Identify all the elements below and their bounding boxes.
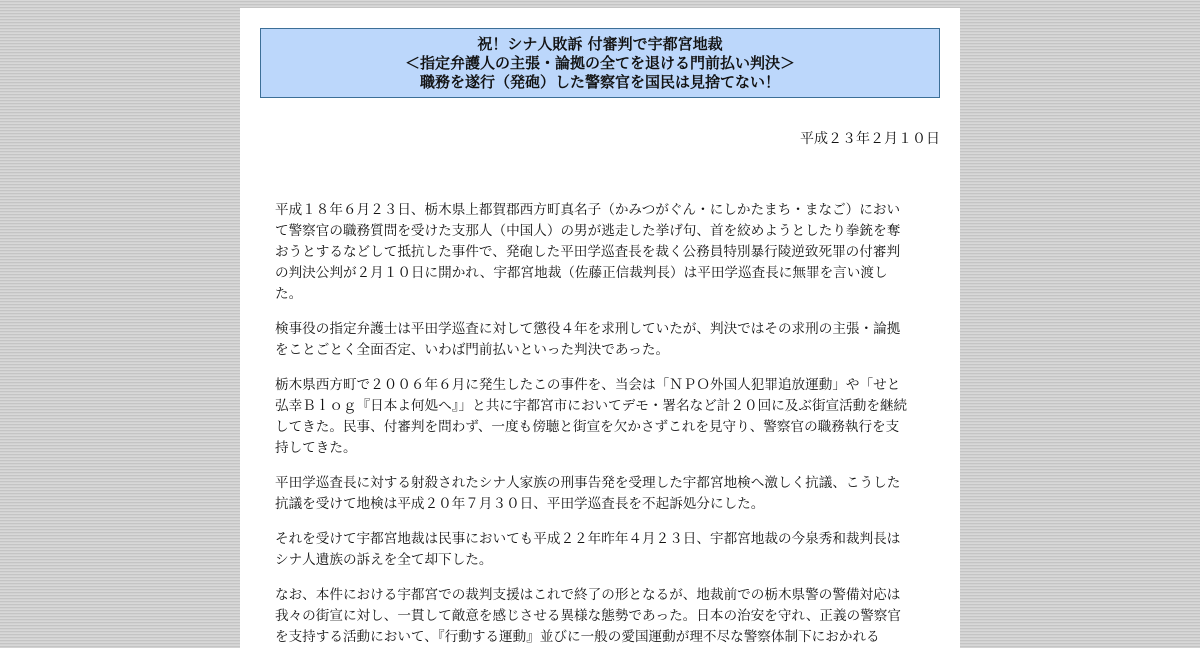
paragraph-line: シナ人遺族の訴えを全て却下した。 bbox=[275, 552, 493, 568]
paragraph-line: おうとするなどして抵抗した事件で、発砲した平田学巡査長を裁く公務員特別暴行陵逆致死罪の付審判 bbox=[275, 244, 901, 260]
paragraph-line: 平成１８年６月２３日、栃木県上都賀郡西方町真名子（かみつがぐん・にしかたまち・まなご）におい bbox=[275, 202, 901, 218]
paragraph-line: なお、本件における宇都宮での裁判支援はこれで終了の形となるが、地裁前での栃木県警の警備対応は bbox=[275, 587, 901, 603]
article-page bbox=[240, 8, 960, 648]
paragraph-line: 検事役の指定弁護士は平田学巡査に対して懲役４年を求刑していたが、判決ではその求刑の主張・論拠 bbox=[275, 321, 901, 337]
paragraph-6 bbox=[275, 585, 924, 648]
article-date: 平成２３年２月１０日 bbox=[800, 131, 940, 147]
paragraph-line: 抗議を受けて地検は平成２０年７月３０日、平田学巡査長を不起訴処分にした。 bbox=[275, 496, 765, 512]
paragraph-1 bbox=[275, 200, 924, 305]
paragraph-5 bbox=[275, 529, 924, 571]
paragraph-line: 持してきた。 bbox=[275, 440, 357, 456]
paragraph-line: 我々の街宣に対し、一貫して敵意を感じさせる異様な態勢であった。日本の治安を守れ、正義の警察官 bbox=[275, 608, 901, 624]
paragraph-line: それを受けて宇都宮地裁は民事においても平成２２年昨年４月２３日、宇都宮地裁の今泉秀和裁判長は bbox=[275, 531, 901, 547]
paragraph-2 bbox=[275, 319, 924, 361]
paragraph-line: 栃木県西方町で２００６年６月に発生したこの事件を、当会は「ＮＰＯ外国人犯罪追放運動」や「せと bbox=[275, 377, 901, 393]
headline-line-2: ＜指定弁護人の主張・論拠の全てを退ける門前払い判決＞ bbox=[404, 54, 795, 72]
paragraph-line: 弘幸Ｂｌｏｇ『日本よ何処へ』」と共に宇都宮市においてデモ・署名など計２０回に及ぶ街宣活動を継続 bbox=[275, 398, 908, 414]
paragraph-line: を支持する活動において、『行動する運動』並びに一般の愛国運動が理不尽な警察体制下におかれる bbox=[275, 629, 880, 645]
headline-line-1: 祝！シナ人敗訴 付審判で宇都宮地裁 bbox=[477, 35, 723, 53]
paragraph-3 bbox=[275, 375, 924, 459]
headline-line-3: 職務を遂行（発砲）した警察官を国民は見捨てない！ bbox=[419, 73, 780, 91]
headline-box bbox=[260, 28, 940, 98]
paragraph-line: してきた。民事、付審判を問わず、一度も傍聴と街宣を欠かさずこれを見守り、警察官の職務執行を支 bbox=[275, 419, 900, 435]
paragraph-line: 平田学巡査長に対する射殺されたシナ人家族の刑事告発を受理した宇都宮地検へ激しく抗議、こうした bbox=[275, 475, 901, 491]
paragraph-line: をことごとく全面否定、いわば門前払いといった判決であった。 bbox=[275, 342, 670, 358]
paragraph-line: て警察官の職務質問を受けた支那人（中国人）の男が逃走した挙げ句、首を絞めようとしたり拳銃を奪 bbox=[275, 223, 901, 239]
paragraph-line: た。 bbox=[275, 286, 303, 302]
article-body bbox=[275, 200, 924, 648]
paragraph-4 bbox=[275, 473, 924, 515]
paragraph-line: の判決公判が２月１０日に開かれ、宇都宮地裁（佐藤正信裁判長）は平田学巡査長に無罪を言い渡し bbox=[275, 265, 888, 281]
